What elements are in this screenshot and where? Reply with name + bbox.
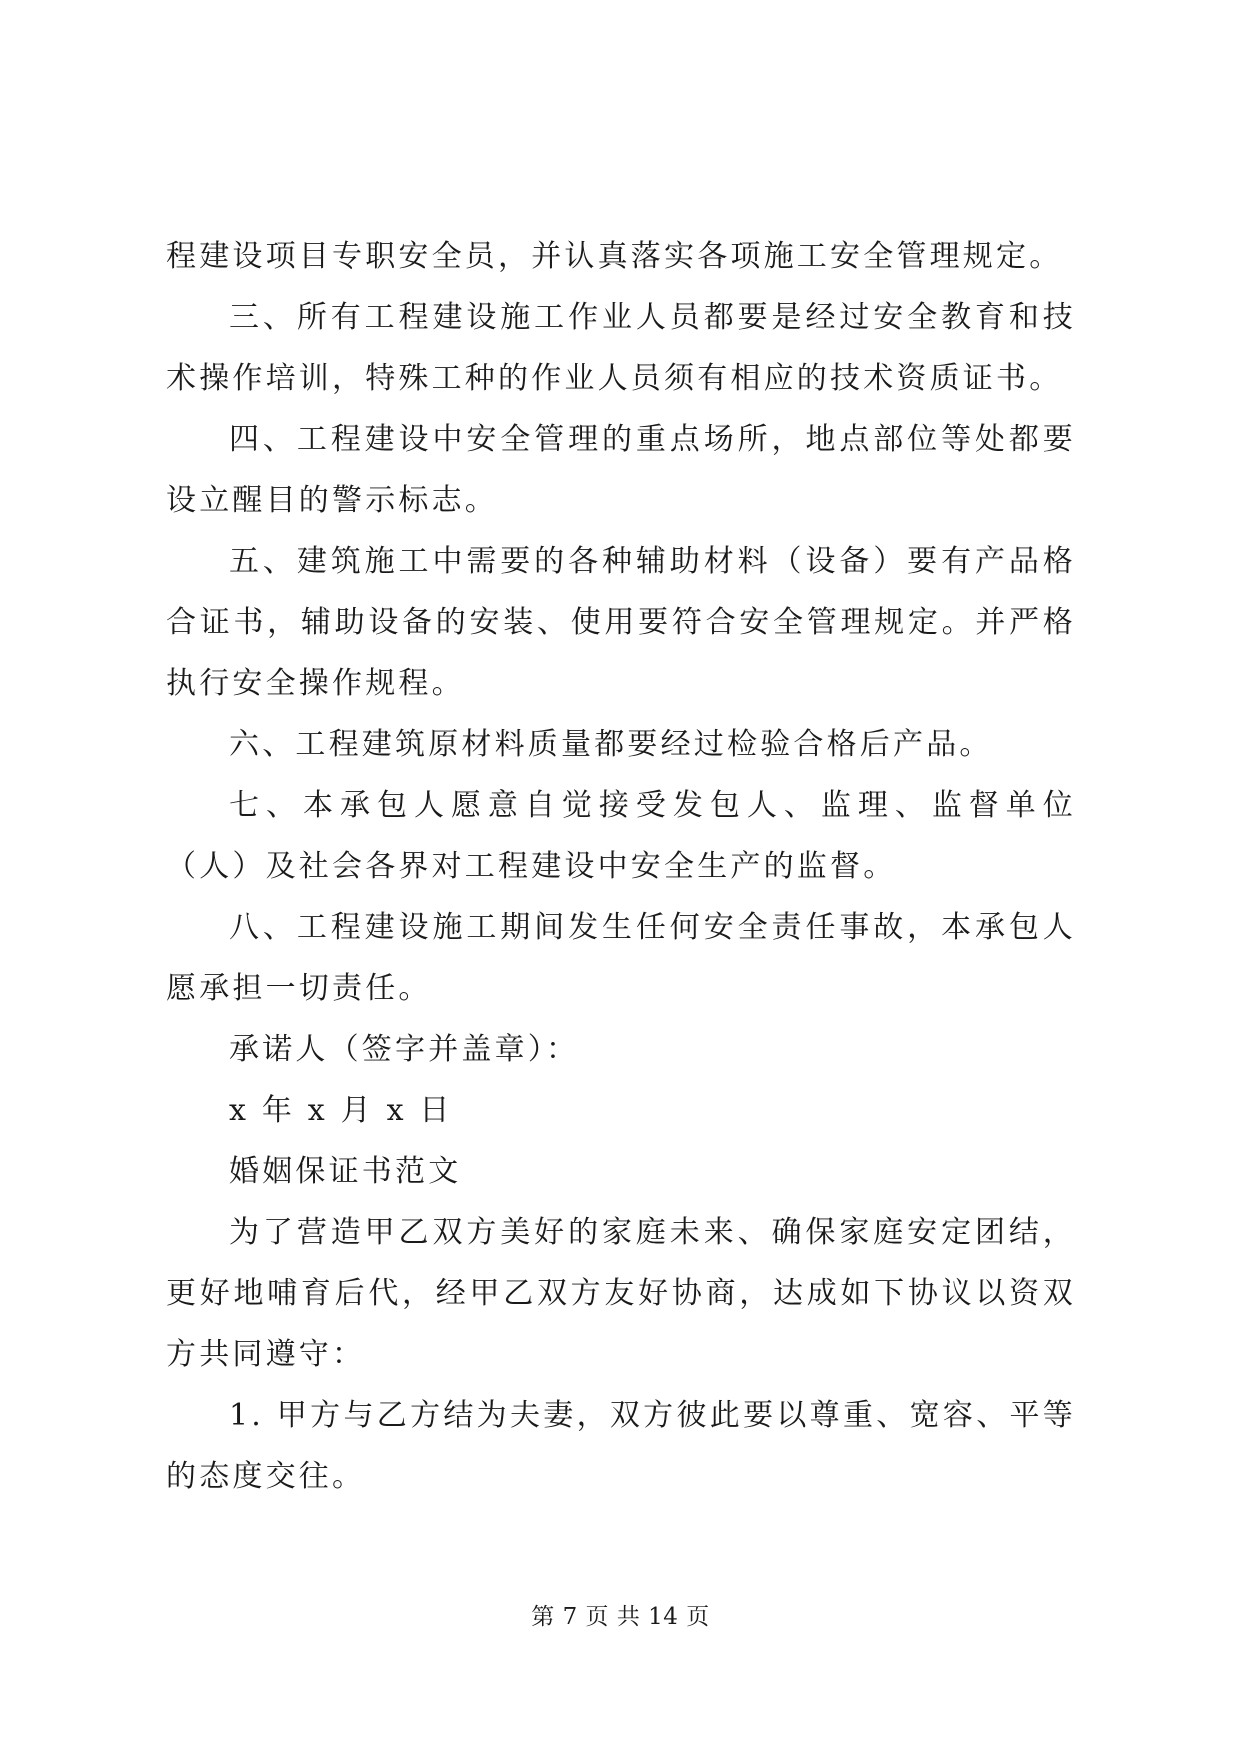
paragraph-clause-8: 八、工程建设施工期间发生任何安全责任事故，本承包人愿承担一切责任。 xyxy=(166,910,1076,1006)
paragraph-clause-5: 五、建筑施工中需要的各种辅助材料（设备）要有产品格合证书，辅助设备的安装、使用要符合安全管理规定。并严格执行安全操作规程。 xyxy=(166,544,1076,701)
paragraph-continuation: 程建设项目专职安全员，并认真落实各项施工安全管理规定。 xyxy=(166,239,1063,274)
paragraph-intro: 为了营造甲乙双方美好的家庭未来、确保家庭安定团结，更好地哺育后代，经甲乙双方友好协商，达成如下协议以资双方共同遵守： xyxy=(166,1215,1076,1372)
page-footer: 第 7 页 共 14 页 xyxy=(531,1604,710,1630)
paragraph-clause-6: 六、工程建筑原材料质量都要经过检验合格后产品。 xyxy=(229,727,993,762)
paragraph-clause-4: 四、工程建设中安全管理的重点场所，地点部位等处都要设立醒目的警示标志。 xyxy=(166,422,1076,518)
paragraph-clause-3: 三、所有工程建设施工作业人员都要是经过安全教育和技术操作培训，特殊工种的作业人员须有相应的技术资质证书。 xyxy=(166,300,1076,396)
date-line: x 年 x 月 x 日 xyxy=(229,1093,453,1128)
paragraph-item-1: 1. 甲方与乙方结为夫妻，双方彼此要以尊重、宽容、平等的态度交往。 xyxy=(166,1398,1076,1494)
paragraph-clause-7: 七、本承包人愿意自觉接受发包人、监理、监督单位（人）及社会各界对工程建设中安全生产的监督。 xyxy=(166,788,1076,884)
signature-line: 承诺人（签字并盖章）： xyxy=(229,1032,580,1067)
section-title: 婚姻保证书范文 xyxy=(229,1154,462,1189)
document-body xyxy=(166,226,1076,1507)
